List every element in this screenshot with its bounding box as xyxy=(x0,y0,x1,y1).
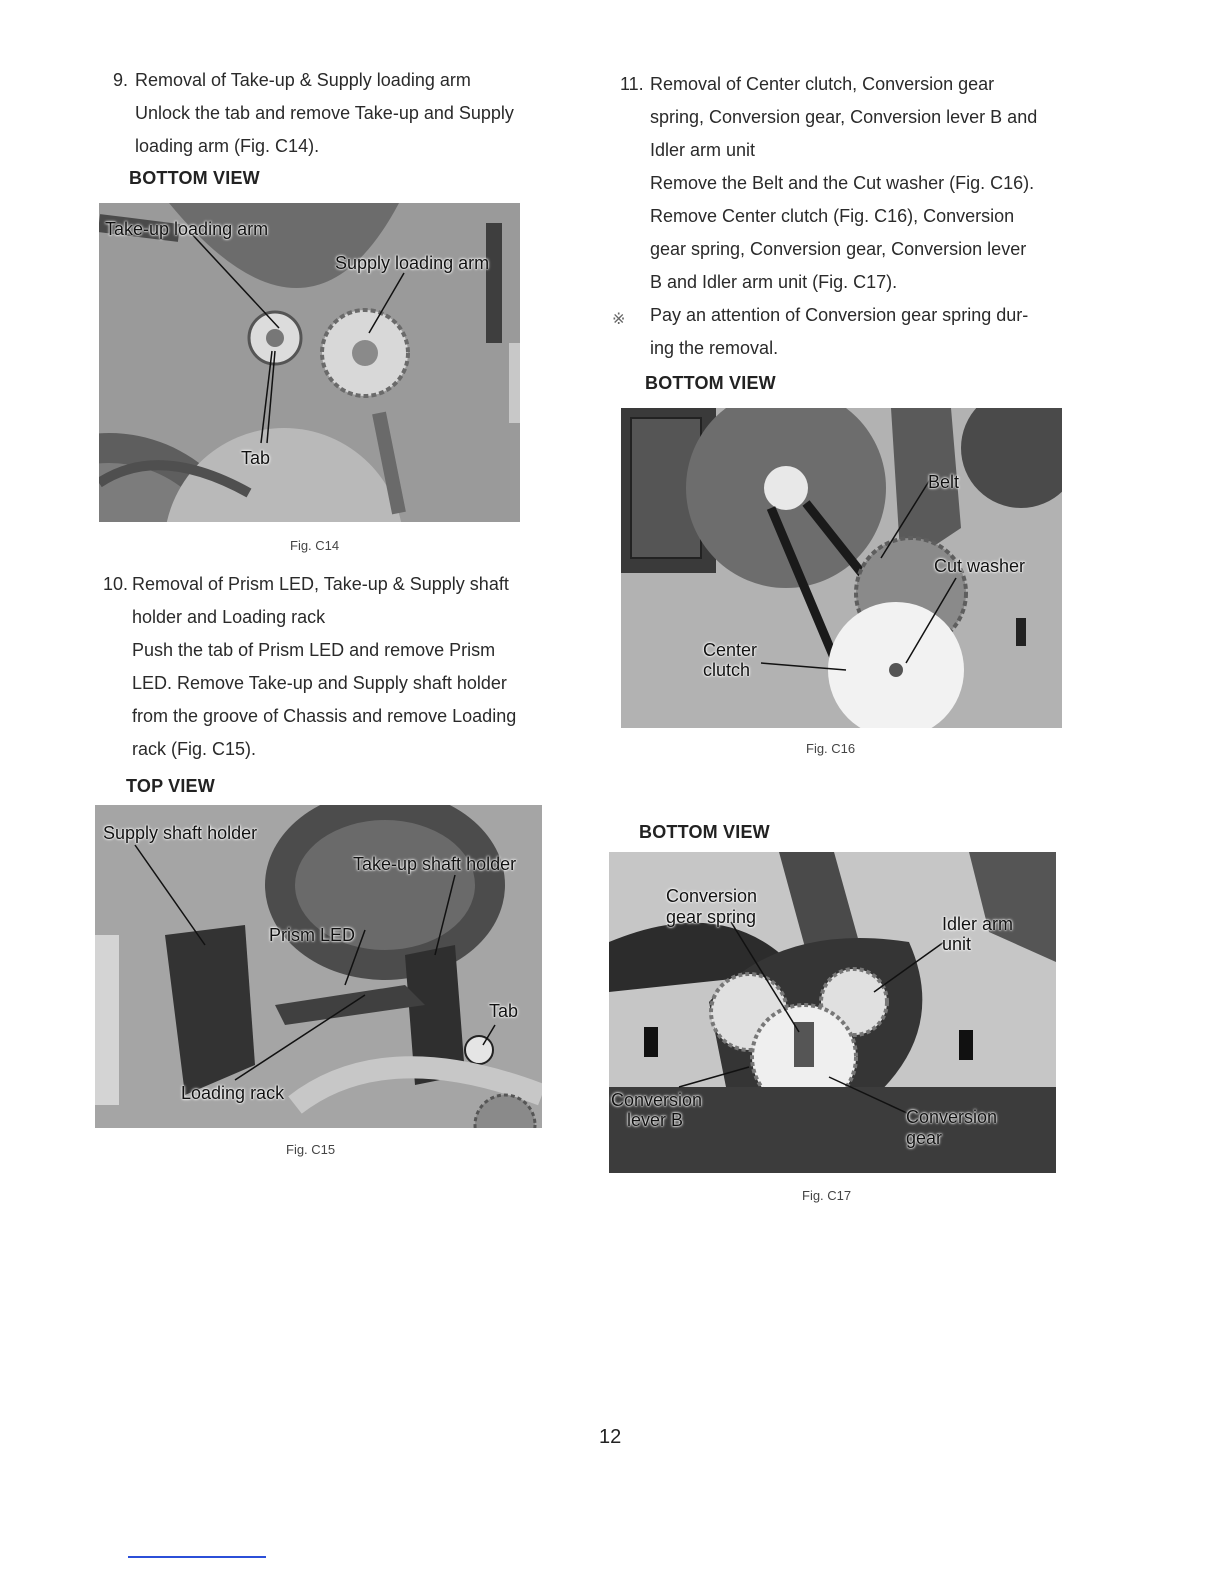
step-text: Push the tab of Prism LED and remove Prism xyxy=(132,640,496,660)
step-number: 9. xyxy=(113,70,129,90)
view-label: TOP VIEW xyxy=(126,776,215,796)
callout-center: Center xyxy=(703,640,758,660)
callout-prism-led: Prism LED xyxy=(269,925,356,945)
footer-rule xyxy=(128,1556,266,1558)
step-title: Removal of Center clutch, Conversion gear xyxy=(650,74,995,94)
step-number: 10. xyxy=(103,574,129,594)
step-text: gear spring, Conversion gear, Conversion lever xyxy=(650,239,1027,259)
step-text: from the groove of Chassis and remove Loading xyxy=(132,706,517,726)
step-text: rack (Fig. C15). xyxy=(132,739,257,759)
step-text: Remove Center clutch (Fig. C16), Conversion xyxy=(650,206,1015,226)
note-mark: ※ xyxy=(612,311,626,328)
step-text: Remove the Belt and the Cut washer (Fig. C16). xyxy=(650,173,1035,193)
view-label: BOTTOM VIEW xyxy=(639,822,770,842)
note-text: Pay an attention of Conversion gear spring dur- xyxy=(650,305,1029,325)
step-text: loading arm (Fig. C14). xyxy=(135,136,320,156)
figure-caption: Fig. C15 xyxy=(286,1142,336,1157)
figure-c16-photo xyxy=(621,408,1062,728)
figure-caption: Fig. C16 xyxy=(806,741,856,756)
figure-c14-photo xyxy=(99,203,520,522)
callout-takeup-loading-arm: Take-up loading arm xyxy=(105,219,269,239)
step-text: LED. Remove Take-up and Supply shaft holder xyxy=(132,673,507,693)
callout-idler-arm-unit-line2: unit xyxy=(942,934,972,954)
callout-tab: Tab xyxy=(489,1001,519,1021)
figure-c17-photo xyxy=(609,852,1056,1173)
step-title: Removal of Take-up & Supply loading arm xyxy=(135,70,471,90)
callout-conversion-lever-b-line2: lever B xyxy=(627,1110,684,1130)
callout-conversion-gear-spring-line1: Conversion xyxy=(666,886,758,906)
note-text: ing the removal. xyxy=(650,338,779,358)
callout-belt: Belt xyxy=(928,472,960,492)
step-text: Idler arm unit xyxy=(650,140,756,160)
callout-conversion-gear-line1: Conversion xyxy=(906,1107,998,1127)
figure-caption: Fig. C17 xyxy=(802,1188,852,1203)
callout-supply-loading-arm: Supply loading arm xyxy=(335,253,490,273)
figure-c14-drawing xyxy=(99,203,520,522)
callout-conversion-gear-line2: gear xyxy=(906,1128,943,1148)
callout-idler-arm-unit-line1: Idler arm xyxy=(942,914,1014,934)
callout-conversion-lever-b-line1: Conversion xyxy=(611,1090,703,1110)
step-text: spring, Conversion gear, Conversion lever B and xyxy=(650,107,1038,127)
page-number: 12 xyxy=(599,1426,622,1448)
callout-loading-rack: Loading rack xyxy=(181,1083,285,1103)
callout-conversion-gear-spring-line2: gear spring xyxy=(666,907,757,927)
callout-takeup-shaft-holder: Take-up shaft holder xyxy=(353,854,517,874)
callout-supply-shaft-holder: Supply shaft holder xyxy=(103,823,258,843)
step-text: holder and Loading rack xyxy=(132,607,326,627)
figure-caption: Fig. C14 xyxy=(290,538,340,553)
step-text: B and Idler arm unit (Fig. C17). xyxy=(650,272,898,292)
callout-tab: Tab xyxy=(241,448,271,468)
view-label: BOTTOM VIEW xyxy=(129,168,260,188)
step-title: Removal of Prism LED, Take-up & Supply shaft xyxy=(132,574,509,594)
step-number: 11. xyxy=(620,74,644,94)
step-text: Unlock the tab and remove Take-up and Supply xyxy=(135,103,514,123)
view-label: BOTTOM VIEW xyxy=(645,373,776,393)
callout-clutch: clutch xyxy=(703,660,751,680)
figure-c15-photo xyxy=(95,805,542,1128)
callout-cut-washer: Cut washer xyxy=(934,556,1026,576)
